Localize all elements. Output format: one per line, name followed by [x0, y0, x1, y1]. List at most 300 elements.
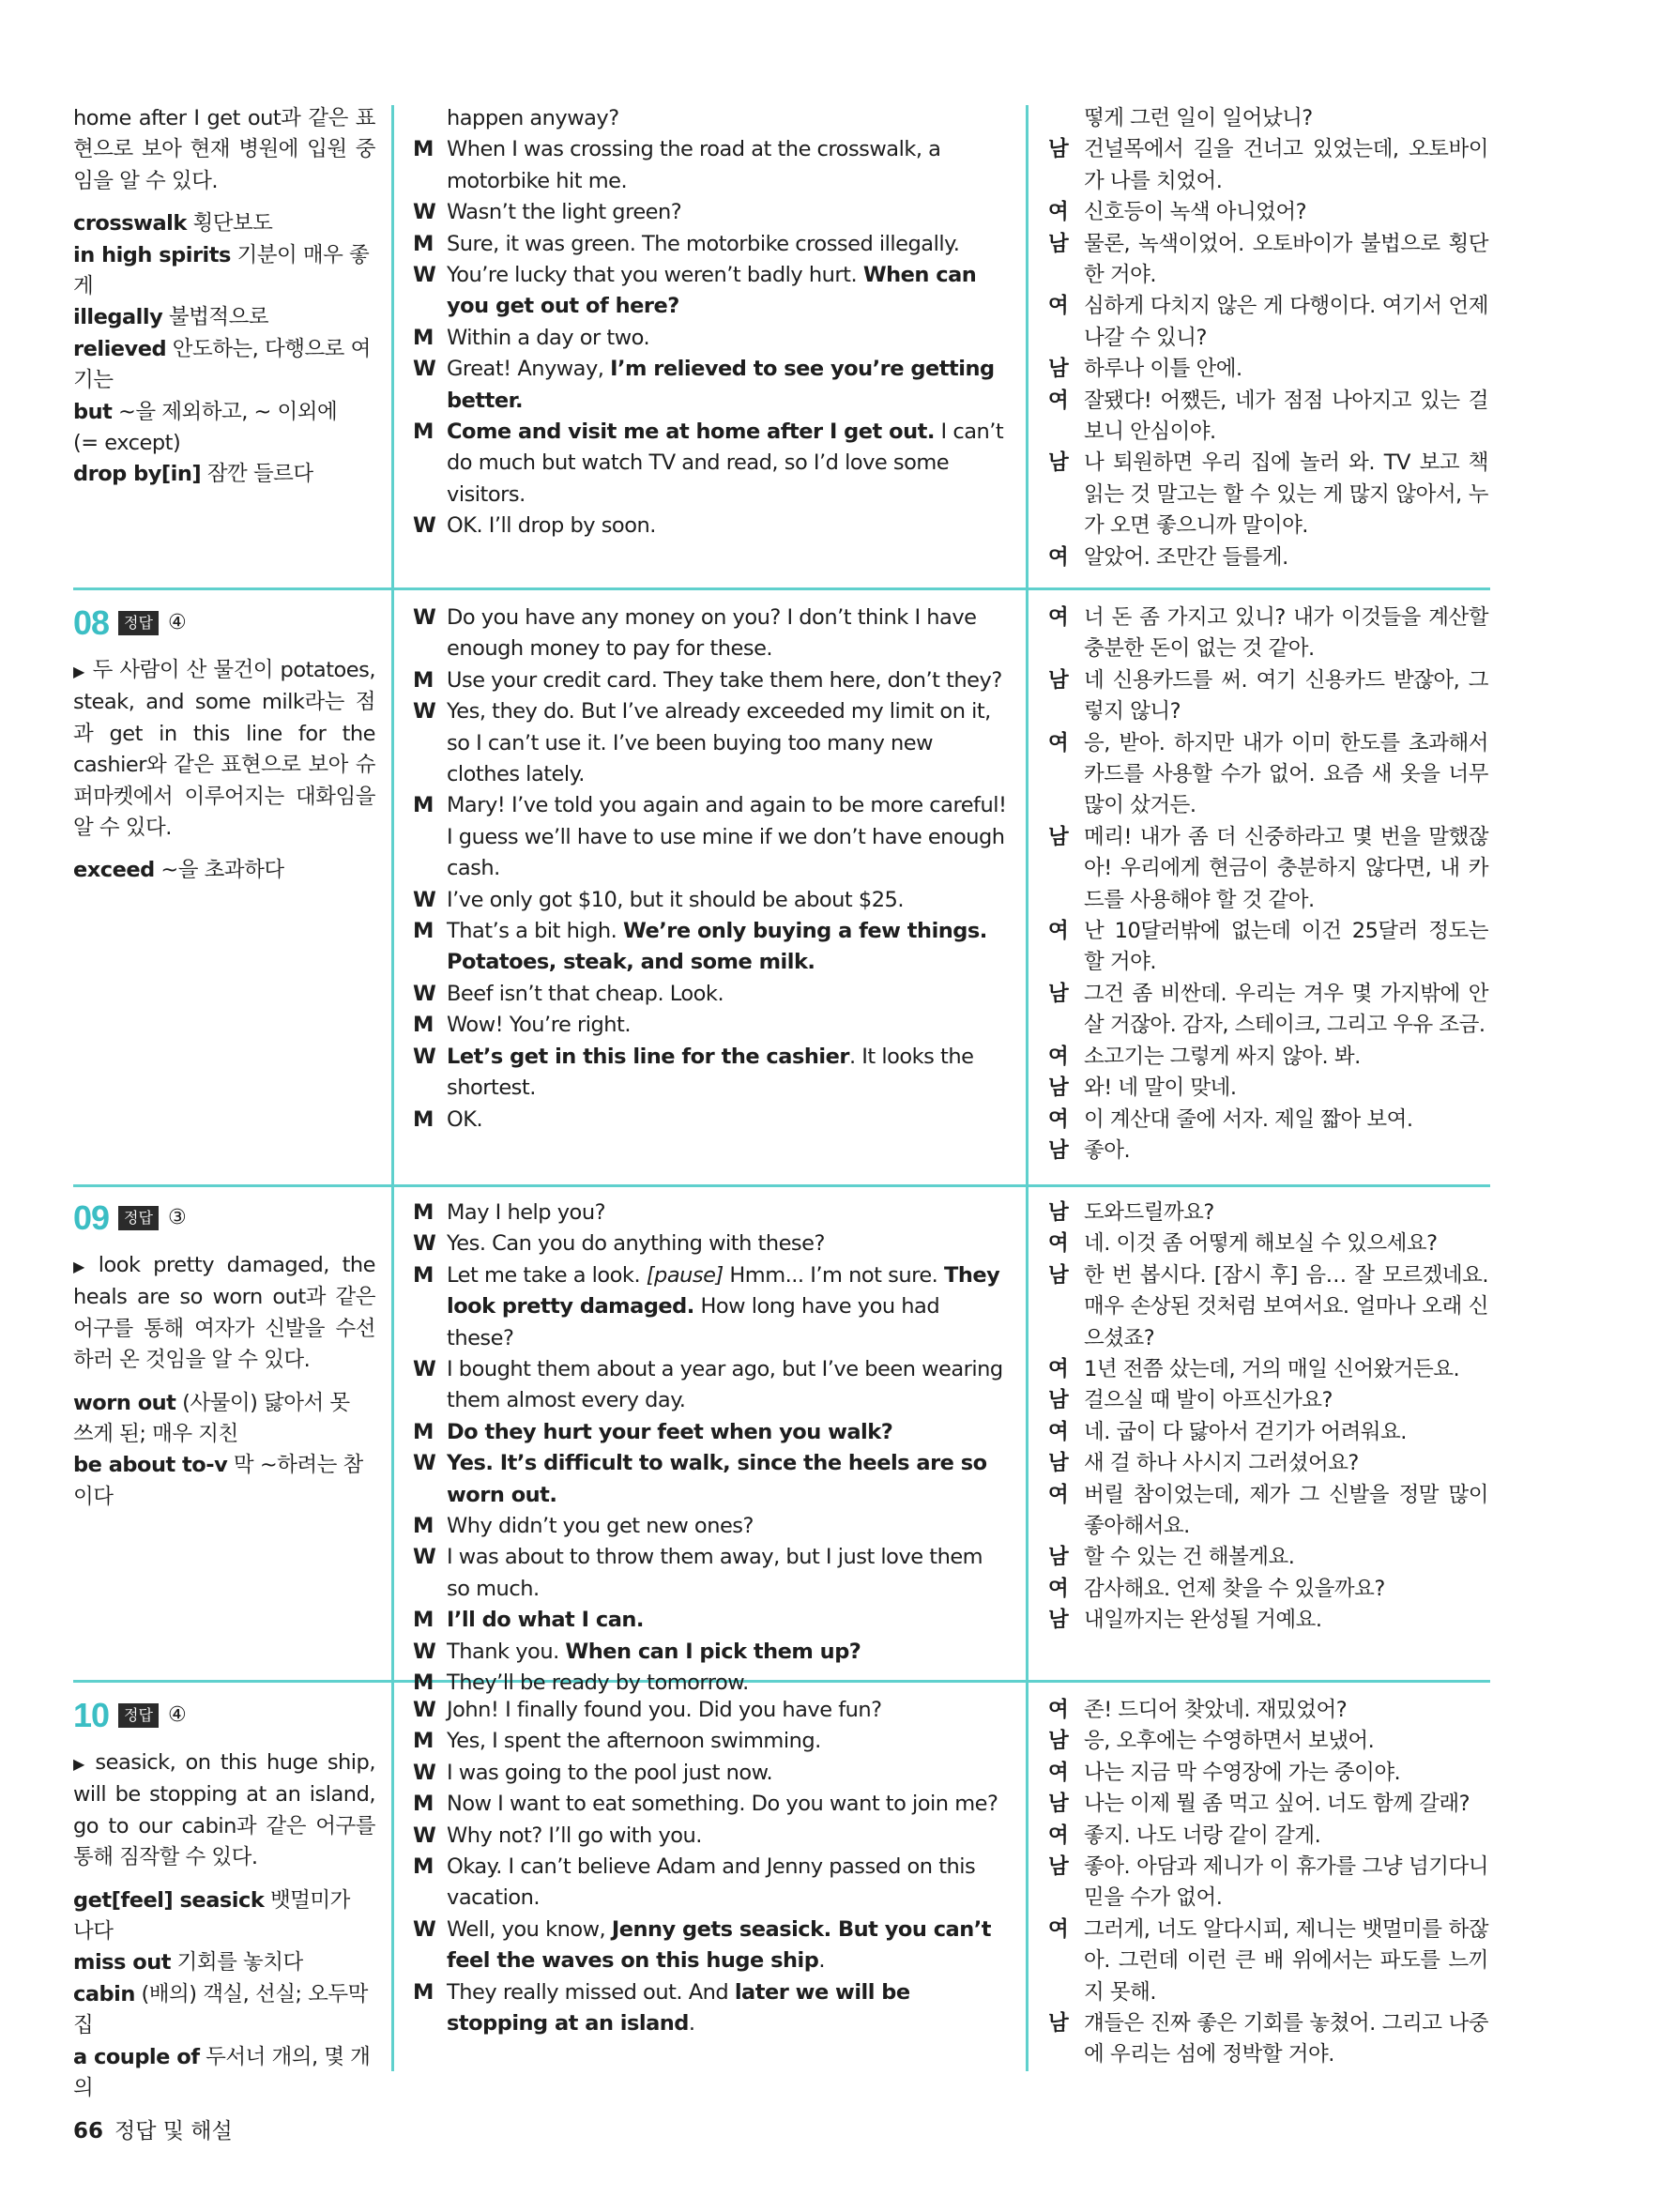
translation-text: 떻게 그런 일이 일어났니?: [1084, 106, 1313, 130]
dialogue-text: [pause]: [646, 1262, 724, 1288]
dialogue-line: [413, 1821, 1009, 1852]
answer-choice: ③: [167, 1206, 187, 1230]
speaker-label: M: [413, 1792, 434, 1817]
translation-line: [1048, 822, 1488, 916]
key-phrase: I’m relieved to see you’re getting better.: [447, 357, 995, 413]
vocab-meaning: 막 ~하려는 참이다: [73, 1453, 363, 1509]
translation-text: 좋지. 나도 너랑 같이 갈게.: [1084, 1823, 1321, 1848]
speaker-label: W: [413, 605, 436, 630]
key-phrase: They look pretty damaged.: [447, 1262, 1000, 1320]
translation-line: [1048, 1695, 1488, 1726]
speaker-label: M: [413, 1013, 434, 1038]
translation-text: 물론, 녹색이었어. 오토바이가 불법으로 횡단한 거야.: [1084, 231, 1488, 288]
speaker-label: M: [413, 919, 434, 944]
speaker-label: 여: [1048, 1044, 1069, 1069]
speaker-label: 남: [1048, 2011, 1069, 2037]
dialogue-line: [413, 1542, 1009, 1605]
translation-text: 하루나 이틀 안에.: [1084, 357, 1242, 382]
speaker-label: 여: [1048, 605, 1069, 630]
dialogue-text: Now I want to eat something. Do you want to join me?: [447, 1792, 998, 1817]
speaker-label: M: [413, 231, 434, 256]
vocab-entry: [73, 2042, 375, 2105]
speaker-label: 남: [1048, 1545, 1069, 1570]
translation-line: [1048, 1385, 1488, 1416]
vocab-word: worn out: [73, 1390, 176, 1415]
speaker-label: M: [413, 1106, 434, 1132]
dialogue-line: [413, 1354, 1009, 1417]
q08-vocab-list: [73, 855, 375, 886]
translation-line: [1048, 665, 1488, 728]
speaker-label: M: [413, 1854, 434, 1880]
dialogue-text: That’s a bit high.: [447, 919, 623, 944]
dialogue-line: [413, 1105, 1009, 1136]
vocab-entry: [73, 428, 375, 459]
dialogue-line: [413, 1789, 1009, 1820]
vocab-word: but: [73, 399, 113, 424]
translation-text: 나 퇴원하면 우리 집에 놀러 와. TV 보고 책 읽는 것 말고는 할 수 있는 게 많지 않아서, 누가 오면 좋으니까 말이야.: [1084, 450, 1488, 539]
q09-english-script: [413, 1198, 1009, 1700]
speaker-label: 남: [1048, 1729, 1069, 1754]
vocab-word: drop by[in]: [73, 462, 202, 487]
q10-explanation: seasick, on this huge ship, will be stopping at an island, go to our cabin과 같은 어구를 통해 짐작할 수 있다.: [73, 1750, 375, 1870]
translation-text: 잘됐다! 어쨌든, 네가 점점 나아지고 있는 걸 보니 안심이야.: [1084, 388, 1488, 445]
vocab-entry: [73, 240, 375, 303]
answer-choice: ④: [167, 1703, 187, 1728]
translation-text: 새 걸 하나 사시지 그러셨어요?: [1084, 1451, 1359, 1476]
dialogue-text: May I help you?: [447, 1200, 606, 1225]
translation-text: 너 돈 좀 가지고 있니? 내가 이것들을 계산할 충분한 돈이 없는 것 같아.: [1084, 605, 1488, 662]
translation-line: [1048, 728, 1488, 822]
translation-line: [1048, 1354, 1488, 1385]
dialogue-text: Wow! You’re right.: [447, 1013, 631, 1038]
translation-line: [1048, 979, 1488, 1042]
translation-line: [1048, 1915, 1488, 2008]
speaker-label: W: [413, 200, 436, 225]
dialogue-line: [413, 665, 1009, 696]
dialogue-line: [413, 1511, 1009, 1542]
speaker-label: M: [413, 1514, 434, 1539]
dialogue-line: [413, 1042, 1009, 1105]
translation-text: 걔들은 진짜 좋은 기회를 놓쳤어. 그리고 나중에 우리는 섬에 정박할 거야.: [1084, 2011, 1488, 2067]
speaker-label: M: [413, 137, 434, 162]
vocab-entry: [73, 208, 375, 239]
dialogue-text: Let me take a look.: [447, 1262, 647, 1288]
answer-choice: ④: [167, 611, 187, 635]
speaker-label: 남: [1048, 981, 1069, 1006]
speaker-label: 여: [1048, 1823, 1069, 1848]
translation-text: 네 신용카드를 써. 여기 신용카드 받잖아, 그렇지 않니?: [1084, 667, 1488, 725]
key-phrase: When can I pick them up?: [565, 1639, 861, 1664]
translation-text: 응, 받아. 하지만 내가 이미 한도를 초과해서 카드를 사용할 수가 없어. 요즘 새 옷을 너무 많이 샀거든.: [1084, 730, 1488, 818]
translation-line: [1048, 2008, 1488, 2071]
vocab-meaning: 안도하는, 다행으로 여기는: [73, 336, 371, 393]
dialogue-line: [413, 1695, 1009, 1726]
vocab-word: relieved: [73, 336, 167, 361]
vocab-entry: [73, 334, 375, 397]
speaker-label: W: [413, 1823, 436, 1848]
q07-english-script: [413, 103, 1009, 542]
speaker-label: M: [413, 667, 434, 693]
translation-line: [1048, 1542, 1488, 1573]
dialogue-line: [413, 197, 1009, 228]
translation-line: [1048, 1480, 1488, 1543]
dialogue-text: . It looks the shortest.: [447, 1044, 974, 1101]
dialogue-line: [413, 103, 1009, 134]
vocab-meaning: (사물이) 닳아서 못 쓰게 된; 매우 지친: [73, 1390, 350, 1447]
vocab-word: crosswalk: [73, 211, 187, 236]
vocab-word: get[feel] seasick: [73, 1887, 265, 1913]
q07-explanation: home after I get out과 같은 표현으로 보아 현재 병원에 입원 중임을 알 수 있다.: [73, 106, 375, 193]
dialogue-text: I’ve only got $10, but it should be about $25.: [447, 887, 904, 912]
translation-line: [1048, 386, 1488, 449]
key-phrase: When can you get out of here?: [447, 263, 977, 319]
translation-line: [1048, 1605, 1488, 1636]
translation-text: 버릴 참이었는데, 제가 그 신발을 정말 많이 좋아해서요.: [1084, 1482, 1488, 1539]
translation-text: 난 10달러밖에 없는데 이건 25달러 정도는 할 거야.: [1084, 919, 1488, 975]
dialogue-line: [413, 260, 1009, 323]
translation-line: [1048, 1105, 1488, 1136]
translation-line: [1048, 1758, 1488, 1789]
speaker-label: 여: [1048, 730, 1069, 755]
translation-line: [1048, 1042, 1488, 1073]
key-phrase: Jenny gets seasick. But you can’t feel the waves on this huge ship: [447, 1916, 992, 1974]
speaker-label: 여: [1048, 1698, 1069, 1722]
translation-line: [1048, 1228, 1488, 1259]
speaker-label: W: [413, 1639, 436, 1664]
row-divider-1: [73, 587, 1490, 590]
dialogue-text: I was going to the pool just now.: [447, 1760, 773, 1785]
translation-line: [1048, 542, 1488, 573]
dialogue-text: Great! Anyway,: [447, 357, 611, 382]
translation-line: [1048, 134, 1488, 197]
key-phrase: Do they hurt your feet when you walk?: [447, 1419, 893, 1444]
speaker-label: 남: [1048, 1388, 1069, 1413]
translation-line: [1048, 1574, 1488, 1605]
page-footer: [73, 2113, 233, 2144]
vocab-word: a couple of: [73, 2044, 200, 2069]
vocab-meaning: 횡단보도: [186, 211, 273, 236]
speaker-label: W: [413, 263, 436, 288]
q10-notes: [73, 1695, 375, 2104]
q10-vocab-list: [73, 1885, 375, 2105]
dialogue-line: [413, 1417, 1009, 1448]
page-number: 66: [73, 2119, 104, 2143]
q07-korean-translation: [1048, 103, 1488, 573]
dialogue-text: I can’t do much but watch TV and read, so I’d love some visitors.: [447, 420, 1004, 507]
q09-header: [73, 1198, 375, 1239]
speaker-label: 여: [1048, 1482, 1069, 1507]
translation-line: [1048, 1789, 1488, 1820]
dialogue-text: Mary! I’ve told you again and again to be more careful! I guess we’ll have to use mine if we don’t have enough cash.: [447, 793, 1007, 881]
dialogue-line: [413, 1260, 1009, 1354]
q08-explanation: 두 사람이 산 물건이 potatoes, steak, and some milk라는 점과 get in this line for the cashier와 같은 표현으로 보아 슈퍼마켓에서 이루어지는 대화임을 알 수 있다.: [73, 658, 375, 841]
vocab-meaning: 불법적으로: [162, 305, 269, 330]
dialogue-line: [413, 885, 1009, 916]
speaker-label: 남: [1048, 450, 1069, 476]
translation-line: [1048, 1198, 1488, 1228]
dialogue-text: Beef isn’t that cheap. Look.: [447, 981, 724, 1006]
speaker-label: 여: [1048, 294, 1069, 319]
speaker-label: W: [413, 1916, 436, 1942]
speaker-label: W: [413, 357, 436, 382]
dialogue-text: I was about to throw them away, but I just love them so much.: [447, 1545, 983, 1601]
dialogue-line: [413, 1758, 1009, 1789]
speaker-label: 남: [1048, 667, 1069, 693]
speaker-label: 남: [1048, 357, 1069, 382]
dialogue-text: Yes. Can you do anything with these?: [447, 1231, 825, 1257]
speaker-label: 남: [1048, 1792, 1069, 1817]
translation-text: 소고기는 그렇게 싸지 않아. 봐.: [1084, 1044, 1361, 1069]
speaker-label: 여: [1048, 544, 1069, 570]
speaker-label: 여: [1048, 200, 1069, 225]
translation-line: [1048, 354, 1488, 385]
speaker-label: 남: [1048, 1200, 1069, 1225]
speaker-label: 여: [1048, 388, 1069, 413]
dialogue-line: [413, 511, 1009, 542]
speaker-label: M: [413, 420, 434, 445]
translation-line: [1048, 1448, 1488, 1479]
dialogue-line: [413, 916, 1009, 979]
speaker-label: M: [413, 1670, 434, 1696]
speaker-label: 남: [1048, 1608, 1069, 1633]
speaker-label: W: [413, 1545, 436, 1570]
dialogue-line: [413, 1726, 1009, 1757]
vocab-entry: [73, 459, 375, 490]
speaker-label: W: [413, 1760, 436, 1785]
translation-text: 좋아. 아담과 제니가 이 휴가를 그냥 넘기다니 믿을 수가 없어.: [1084, 1854, 1488, 1911]
vocab-entry: [73, 1947, 375, 1978]
speaker-label: 남: [1048, 1451, 1069, 1476]
dialogue-line: [413, 1228, 1009, 1259]
dialogue-text: Use your credit card. They take them here, don’t they?: [447, 667, 1002, 693]
speaker-label: W: [413, 1357, 436, 1382]
q10-english-script: [413, 1695, 1009, 2039]
q07-vocab-list: [73, 208, 375, 491]
translation-text: 그건 좀 비싼데. 우리는 겨우 몇 가지밖에 안 살 거잖아. 감자, 스테이크, 그리고 우유 조금.: [1084, 981, 1488, 1038]
dialogue-text: OK.: [447, 1106, 483, 1132]
dialogue-text: .: [818, 1948, 825, 1974]
q10-korean-translation: [1048, 1695, 1488, 2071]
translation-line: [1048, 103, 1488, 134]
translation-line: [1048, 916, 1488, 979]
translation-line: [1048, 229, 1488, 292]
translation-line: [1048, 1136, 1488, 1167]
dialogue-text: OK. I’ll drop by soon.: [447, 513, 656, 539]
speaker-label: 여: [1048, 919, 1069, 944]
translation-text: 도와드릴까요?: [1084, 1200, 1214, 1225]
speaker-label: M: [413, 1608, 434, 1633]
translation-text: 걸으실 때 발이 아프신가요?: [1084, 1388, 1333, 1413]
vocab-word: exceed: [73, 858, 155, 883]
speaker-label: M: [413, 325, 434, 350]
answer-badge: 정답: [118, 1206, 159, 1230]
dialogue-line: [413, 979, 1009, 1010]
speaker-label: M: [413, 1419, 434, 1444]
vocab-entry: [73, 302, 375, 333]
dialogue-text: Sure, it was green. The motorbike crossed illegally.: [447, 231, 960, 256]
translation-line: [1048, 603, 1488, 665]
q07-notes: [73, 103, 375, 491]
vocab-meaning: 기분이 매우 좋게: [73, 242, 370, 299]
translation-text: 응, 오후에는 수영하면서 보냈어.: [1084, 1729, 1375, 1754]
vocab-entry: [73, 1450, 375, 1513]
speaker-label: M: [413, 1262, 434, 1288]
dialogue-text: Wasn’t the light green?: [447, 200, 682, 225]
dialogue-text: They really missed out. And: [447, 1979, 735, 2005]
answer-badge: 정답: [118, 611, 159, 635]
answer-badge: 정답: [118, 1703, 159, 1728]
translation-text: 심하게 다치지 않은 게 다행이다. 여기서 언제 나갈 수 있니?: [1084, 294, 1488, 350]
dialogue-text: Okay. I can’t believe Adam and Jenny passed on this vacation.: [447, 1854, 976, 1911]
q08-english-script: [413, 603, 1009, 1136]
q09-vocab-list: [73, 1388, 375, 1514]
speaker-label: W: [413, 513, 436, 539]
q08-notes: [73, 603, 375, 887]
translation-line: [1048, 1417, 1488, 1448]
translation-text: 좋아.: [1084, 1137, 1131, 1163]
vocab-word: illegally: [73, 305, 163, 330]
dialogue-line: [413, 1605, 1009, 1636]
key-phrase: I’ll do what I can.: [447, 1608, 644, 1633]
vocab-entry: [73, 397, 375, 428]
vocab-meaning: 두서너 개의, 몇 개의: [73, 2044, 371, 2101]
question-number: 09: [73, 1198, 110, 1238]
speaker-label: M: [413, 1729, 434, 1754]
column-divider-right: [1026, 105, 1028, 2071]
dialogue-text: When I was crossing the road at the crosswalk, a motorbike hit me.: [447, 137, 941, 193]
speaker-label: W: [413, 1044, 436, 1069]
speaker-label: 여: [1048, 1916, 1069, 1942]
dialogue-line: [413, 1198, 1009, 1228]
key-phrase: Yes. It’s difficult to walk, since the heels are so worn out.: [447, 1451, 987, 1507]
dialogue-text: .: [688, 2011, 695, 2037]
speaker-label: 남: [1048, 137, 1069, 162]
speaker-label: 여: [1048, 1106, 1069, 1132]
dialogue-text: I bought them about a year ago, but I’ve been wearing them almost every day.: [447, 1357, 1003, 1413]
translation-text: 알았어. 조만간 들를게.: [1084, 544, 1288, 570]
key-phrase: We’re only buying a few things. Potatoes, steak, and some milk.: [447, 919, 987, 975]
dialogue-text: John! I finally found you. Did you have fun?: [447, 1698, 882, 1722]
translation-line: [1048, 291, 1488, 354]
q09-explanation: look pretty damaged, the heals are so worn out과 같은 어구를 통해 여자가 신발을 수선하러 온 것임을 알 수 있다.: [73, 1253, 375, 1373]
speaker-label: W: [413, 887, 436, 912]
triangle-bullet-icon: ▶: [73, 663, 85, 680]
row-divider-2: [73, 1184, 1490, 1187]
dialogue-text: Within a day or two.: [447, 325, 650, 350]
dialogue-text: Hmm... I’m not sure.: [723, 1262, 944, 1288]
footer-label: 정답 및 해설: [114, 2119, 233, 2143]
translation-text: 한 번 봅시다. [잠시 후] 음… 잘 모르겠네요. 매우 손상된 것처럼 보여서요. 얼마나 오래 신으셨죠?: [1084, 1262, 1488, 1350]
q10-header: [73, 1695, 375, 1736]
translation-text: 메리! 내가 좀 더 신중하라고 몇 번을 말했잖아! 우리에게 현금이 충분하지 않다면, 내 카드를 사용해야 할 것 같아.: [1084, 824, 1488, 912]
speaker-label: W: [413, 699, 436, 725]
translation-line: [1048, 448, 1488, 542]
translation-text: 나는 지금 막 수영장에 가는 중이야.: [1084, 1760, 1401, 1785]
dialogue-line: [413, 354, 1009, 417]
translation-text: 신호등이 녹색 아니었어?: [1084, 200, 1307, 225]
translation-text: 1년 전쯤 샀는데, 거의 매일 신어왔거든요.: [1084, 1357, 1460, 1382]
speaker-label: 남: [1048, 1075, 1069, 1101]
vocab-meaning: ~을 제외하고, ~ 이외에: [112, 399, 338, 424]
vocab-entry: [73, 1885, 375, 1948]
dialogue-text: How long have you had these?: [447, 1294, 940, 1350]
speaker-label: 남: [1048, 231, 1069, 256]
speaker-label: W: [413, 1231, 436, 1257]
translation-text: 와! 네 말이 맞네.: [1084, 1075, 1237, 1101]
translation-text: 감사해요. 언제 찾을 수 있을까요?: [1084, 1576, 1385, 1601]
dialogue-line: [413, 1852, 1009, 1915]
dialogue-line: [413, 134, 1009, 197]
translation-text: 이 계산대 줄에 서자. 제일 짧아 보여.: [1084, 1106, 1413, 1132]
translation-line: [1048, 197, 1488, 228]
speaker-label: 여: [1048, 1357, 1069, 1382]
speaker-label: 여: [1048, 1419, 1069, 1444]
dialogue-text: Yes, I spent the afternoon swimming.: [447, 1729, 821, 1754]
translation-text: 내일까지는 완성될 거예요.: [1084, 1608, 1322, 1633]
dialogue-text: Do you have any money on you? I don’t think I have enough money to pay for these.: [447, 605, 977, 662]
dialogue-line: [413, 417, 1009, 511]
column-divider-left: [391, 105, 394, 2071]
vocab-word: cabin: [73, 1981, 135, 2006]
speaker-label: 남: [1048, 1137, 1069, 1163]
translation-text: 그러게, 너도 알다시피, 제니는 뱃멀미를 하잖아. 그런데 이런 큰 배 위에서는 파도를 느끼지 못해.: [1084, 1916, 1488, 2005]
dialogue-text: Thank you.: [447, 1639, 566, 1664]
dialogue-line: [413, 323, 1009, 354]
translation-text: 할 수 있는 건 해볼게요.: [1084, 1545, 1295, 1570]
dialogue-text: happen anyway?: [447, 106, 619, 130]
vocab-entry: [73, 1979, 375, 2042]
q09-notes: [73, 1198, 375, 1513]
dialogue-line: [413, 1977, 1009, 2040]
translation-text: 건널목에서 길을 건너고 있었는데, 오토바이가 나를 치었어.: [1084, 137, 1488, 193]
speaker-label: 여: [1048, 1760, 1069, 1785]
dialogue-text: Why didn’t you get new ones?: [447, 1514, 754, 1539]
translation-line: [1048, 1821, 1488, 1852]
speaker-label: 여: [1048, 1231, 1069, 1257]
vocab-word: be about to-v: [73, 1453, 228, 1478]
speaker-label: W: [413, 1451, 436, 1476]
key-phrase: Let’s get in this line for the cashier: [447, 1044, 849, 1069]
speaker-label: W: [413, 981, 436, 1006]
dialogue-text: They’ll be ready by tomorrow.: [447, 1670, 749, 1696]
vocab-word: in high spirits: [73, 242, 231, 267]
translation-line: [1048, 1852, 1488, 1915]
q08-header: [73, 603, 375, 644]
dialogue-line: [413, 790, 1009, 884]
key-phrase: later we will be stopping at an island: [447, 1979, 910, 2037]
vocab-entry: [73, 855, 375, 886]
key-phrase: Come and visit me at home after I get out.: [447, 420, 935, 445]
speaker-label: M: [413, 1200, 434, 1225]
dialogue-line: [413, 696, 1009, 790]
question-number: 08: [73, 603, 110, 643]
speaker-label: M: [413, 1979, 434, 2005]
speaker-label: M: [413, 793, 434, 818]
question-number: 10: [73, 1696, 110, 1735]
dialogue-text: Well, you know,: [447, 1916, 612, 1942]
dialogue-line: [413, 1637, 1009, 1668]
dialogue-line: [413, 1448, 1009, 1511]
translation-line: [1048, 1726, 1488, 1757]
translation-text: 나는 이제 뭘 좀 먹고 싶어. 너도 함께 갈래?: [1084, 1792, 1470, 1817]
speaker-label: 남: [1048, 824, 1069, 849]
q09-korean-translation: [1048, 1198, 1488, 1637]
translation-text: 네. 이것 좀 어떻게 해보실 수 있으세요?: [1084, 1231, 1438, 1257]
translation-line: [1048, 1260, 1488, 1354]
speaker-label: W: [413, 1698, 436, 1722]
vocab-meaning: 뱃멀미가 나다: [73, 1887, 350, 1945]
vocab-entry: [73, 1388, 375, 1451]
